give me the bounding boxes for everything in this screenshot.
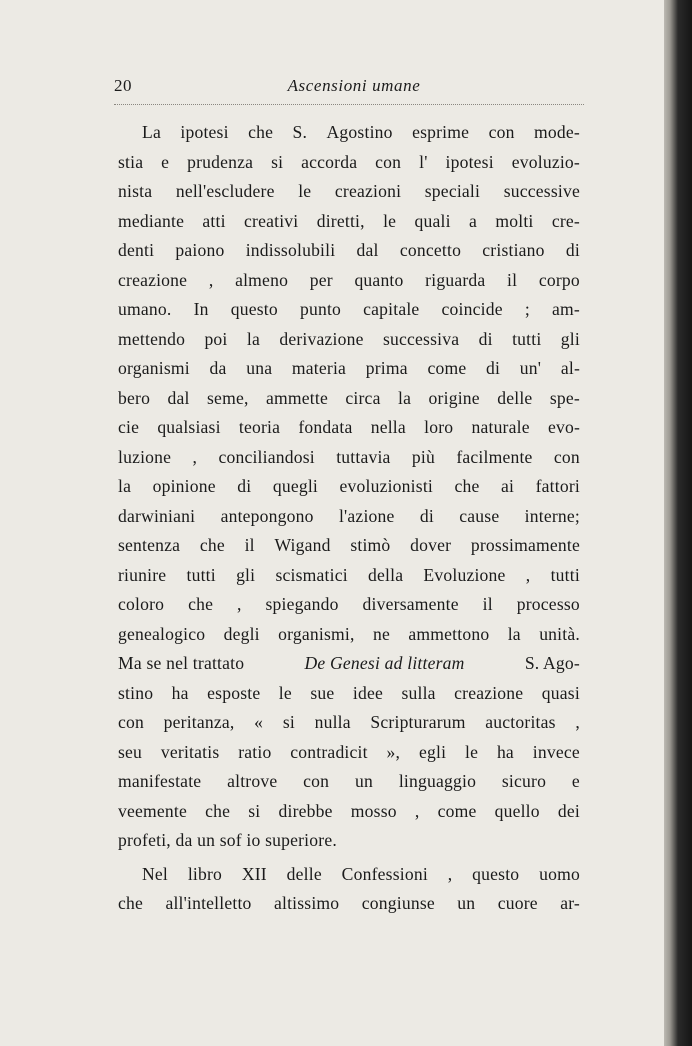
word: ,	[192, 446, 198, 467]
word: ,	[208, 269, 214, 290]
word: l'azione	[338, 505, 395, 526]
word: la	[246, 328, 260, 349]
word: XII	[241, 863, 267, 884]
word: e	[161, 151, 170, 172]
word: ,	[414, 800, 420, 821]
word: facilmente	[456, 446, 533, 467]
word: di	[478, 328, 493, 349]
word: S.	[292, 122, 308, 142]
word: manifestate	[118, 771, 202, 791]
word: cause	[459, 505, 500, 526]
word: con	[118, 712, 145, 732]
word: la	[507, 623, 521, 644]
word: si	[248, 800, 261, 821]
word: prudenza	[187, 151, 254, 172]
word: almeno	[235, 269, 289, 290]
word: tutti	[550, 564, 580, 585]
word: idee	[352, 682, 383, 703]
text-line	[118, 502, 580, 532]
word: Nel	[142, 863, 169, 884]
word: libro	[187, 863, 223, 884]
word: evoluzio-	[511, 151, 580, 172]
word: denti	[118, 240, 155, 260]
text-line	[118, 620, 580, 650]
word: la	[118, 476, 132, 496]
word: peritanza,	[163, 712, 235, 732]
word: quali	[414, 210, 451, 231]
word: prima	[365, 358, 408, 378]
word: delle	[497, 387, 533, 408]
word: un	[355, 771, 373, 791]
word: creativi	[244, 210, 299, 231]
word: egli	[418, 741, 447, 762]
word: ne	[372, 623, 390, 644]
word: di	[419, 505, 434, 526]
word: all'intelletto	[165, 893, 252, 913]
word: da	[209, 358, 227, 378]
paragraph-1-continued	[118, 679, 580, 827]
body-text	[118, 118, 580, 919]
word: «	[254, 712, 264, 732]
word: ,	[447, 863, 453, 884]
word: tuttavia	[336, 446, 391, 467]
word: sicuro	[501, 771, 547, 791]
text-line	[118, 443, 580, 473]
word: nulla	[314, 712, 351, 732]
text-line	[118, 708, 580, 738]
word: cuore	[497, 893, 538, 913]
word: contradicit	[290, 741, 368, 762]
word: mode-	[533, 122, 580, 142]
text-line	[118, 354, 580, 384]
word: come	[437, 800, 477, 821]
word: ,	[525, 564, 531, 585]
word: indissolubili	[245, 240, 336, 260]
word: ,	[575, 712, 580, 732]
word: darwiniani	[118, 505, 196, 526]
word: fattori	[535, 476, 580, 496]
word: un	[457, 893, 476, 913]
word: sentenza	[118, 535, 181, 555]
word: luzione	[118, 446, 172, 467]
word: le	[298, 181, 312, 201]
word: con	[553, 446, 580, 467]
word: ,	[236, 594, 242, 614]
word: diretti,	[316, 210, 365, 231]
line-end: S. Ago-	[524, 653, 580, 673]
text-line	[118, 767, 580, 797]
word: riguarda	[425, 269, 486, 290]
word: tutti	[512, 328, 542, 349]
word: cie	[118, 417, 140, 437]
word: quegli	[272, 476, 319, 496]
word: creazioni	[334, 181, 402, 201]
paragraph-2	[118, 860, 580, 919]
word: ha	[171, 682, 189, 703]
word: mosso	[350, 800, 397, 821]
word: dover	[410, 535, 452, 555]
word: si	[282, 712, 295, 732]
word: poi	[204, 328, 228, 349]
word: am-	[552, 299, 580, 319]
word: direbbe	[278, 800, 333, 821]
word: invece	[532, 741, 580, 762]
word: qualsiasi	[157, 417, 221, 437]
word: naturale	[471, 417, 530, 437]
word: gli	[236, 564, 256, 585]
word: uomo	[539, 863, 580, 884]
word: successive	[503, 181, 580, 201]
word: stia	[118, 151, 144, 172]
word: ammette	[266, 387, 328, 408]
word: le	[278, 682, 292, 703]
word: di	[237, 476, 252, 496]
word: ammettono	[408, 623, 490, 644]
word: coincide	[441, 299, 503, 319]
text-line	[118, 860, 580, 890]
word: capitale	[363, 299, 420, 319]
word: ai	[500, 476, 515, 496]
running-title: Ascensioni umane	[287, 76, 421, 95]
word: quello	[494, 800, 540, 821]
word: mediante	[118, 210, 185, 231]
word: nista	[118, 181, 153, 201]
text-line	[118, 207, 580, 237]
word: mettendo	[118, 328, 186, 349]
word: al-	[560, 358, 580, 378]
word: »,	[386, 741, 401, 762]
word: organismi	[118, 358, 190, 378]
paragraph-1	[118, 118, 580, 649]
word: accorda	[301, 151, 358, 172]
word: dal	[167, 387, 190, 408]
word: la	[398, 387, 412, 408]
text-line	[118, 826, 580, 856]
word: stino	[118, 682, 154, 703]
word: organismi,	[278, 623, 355, 644]
word: prossimamente	[470, 535, 580, 555]
word: che	[454, 476, 480, 496]
word: le	[465, 741, 479, 762]
word: genealogico	[118, 623, 206, 644]
text-line	[118, 649, 580, 679]
text-line	[118, 889, 580, 919]
word: paiono	[175, 240, 225, 260]
word: teoria	[238, 417, 281, 437]
text-line	[118, 266, 580, 296]
text-line	[118, 236, 580, 266]
word: conciliandosi	[218, 446, 315, 467]
word: processo	[516, 594, 580, 614]
word: veritatis	[160, 741, 220, 762]
word: ipotesi	[445, 151, 494, 172]
word: concetto	[399, 240, 462, 260]
word: le	[383, 210, 397, 231]
running-head	[114, 76, 582, 100]
word: Wigand	[274, 535, 331, 555]
word: con	[375, 151, 402, 172]
word: stimò	[350, 535, 391, 555]
word: evoluzionisti	[339, 476, 433, 496]
word: umano.	[118, 299, 172, 319]
text-line	[118, 148, 580, 178]
word: esprime	[412, 122, 470, 142]
text-line	[118, 384, 580, 414]
word: Agostino	[326, 122, 393, 142]
word: tutti	[186, 564, 216, 585]
word: il	[482, 594, 493, 614]
word: delle	[286, 863, 322, 884]
word: sue	[310, 682, 335, 703]
word: il	[507, 269, 518, 290]
text-line	[118, 413, 580, 443]
word: ipotesi	[180, 122, 229, 142]
word: il	[244, 535, 255, 555]
word: gli	[560, 328, 580, 349]
word: nell'escludere	[175, 181, 275, 201]
header-rule	[114, 104, 584, 105]
word: creazione	[118, 269, 188, 290]
word: di	[486, 358, 501, 378]
text-line	[118, 325, 580, 355]
word: dal	[356, 240, 379, 260]
word: auctoritas	[485, 712, 556, 732]
word: molti	[495, 210, 534, 231]
word: origine	[428, 387, 480, 408]
word: altissimo	[273, 893, 340, 913]
word: derivazione	[279, 328, 364, 349]
word: scismatici	[275, 564, 348, 585]
word: e	[571, 771, 580, 791]
word: cre-	[551, 210, 580, 231]
word: corpo	[538, 269, 580, 290]
word: ;	[524, 299, 530, 319]
word: esposte	[207, 682, 261, 703]
word: diversamente	[362, 594, 459, 614]
text-line	[118, 738, 580, 768]
page-number: 20	[114, 76, 132, 95]
word: della	[368, 564, 404, 585]
word: congiunse	[361, 893, 435, 913]
word: seu	[118, 741, 143, 762]
word: per	[309, 269, 333, 290]
word: creazione	[454, 682, 524, 703]
text-line	[118, 295, 580, 325]
word: opinione	[152, 476, 216, 496]
word: degli	[223, 623, 260, 644]
word: ar-	[560, 893, 580, 913]
word: materia	[291, 358, 347, 378]
word: In	[193, 299, 209, 319]
book-spine-shadow	[664, 0, 692, 1046]
word: con	[488, 122, 515, 142]
word: fondata	[298, 417, 353, 437]
word: interne;	[524, 505, 580, 526]
word: punto	[299, 299, 342, 319]
word: successiva	[382, 328, 460, 349]
word: che	[188, 594, 214, 614]
word: ratio	[238, 741, 272, 762]
text-line	[118, 679, 580, 709]
word: più	[411, 446, 435, 467]
word: questo	[230, 299, 278, 319]
word: quasi	[541, 682, 580, 703]
word: speciali	[424, 181, 481, 201]
word: un'	[519, 358, 542, 378]
word: circa	[345, 387, 381, 408]
text-line	[118, 177, 580, 207]
book-title-italic: De Genesi ad litteram	[304, 653, 465, 673]
word: veemente	[118, 800, 188, 821]
word: che	[199, 535, 225, 555]
word: che	[118, 893, 144, 913]
word: unità.	[539, 623, 580, 644]
word: Evoluzione	[423, 564, 506, 585]
word: linguaggio	[398, 771, 477, 791]
word: loro	[424, 417, 454, 437]
text-line	[118, 797, 580, 827]
word: bero	[118, 387, 151, 408]
text-line	[118, 561, 580, 591]
word: riunire	[118, 564, 167, 585]
word: nella	[370, 417, 406, 437]
word: sulla	[401, 682, 436, 703]
word: quanto	[354, 269, 404, 290]
word: spiegando	[265, 594, 339, 614]
text-line	[118, 118, 580, 148]
word: si	[271, 151, 284, 172]
word: che	[248, 122, 274, 142]
word: antepongono	[220, 505, 314, 526]
word: spe-	[549, 387, 580, 408]
word: Confessioni	[341, 863, 428, 884]
line-start: Ma se nel trattato	[118, 653, 245, 673]
word: evo-	[547, 417, 580, 437]
word: come	[427, 358, 467, 378]
text-line	[118, 472, 580, 502]
word: altrove	[227, 771, 278, 791]
word: La	[142, 122, 161, 142]
word: una	[246, 358, 273, 378]
word: che	[205, 800, 231, 821]
word: atti	[202, 210, 226, 231]
word: questo	[472, 863, 520, 884]
word: cristiano	[482, 240, 545, 260]
word: l'	[419, 151, 428, 172]
word: di	[565, 240, 580, 260]
word: a	[469, 210, 478, 231]
word: coloro	[118, 594, 165, 614]
text-line	[118, 531, 580, 561]
word: dei	[557, 800, 580, 821]
word: Scripturarum	[370, 712, 466, 732]
word: ha	[496, 741, 514, 762]
word: con	[303, 771, 330, 791]
word: seme,	[207, 387, 249, 408]
last-line-text: profeti, da un sof io superiore.	[118, 830, 337, 850]
text-line	[118, 590, 580, 620]
